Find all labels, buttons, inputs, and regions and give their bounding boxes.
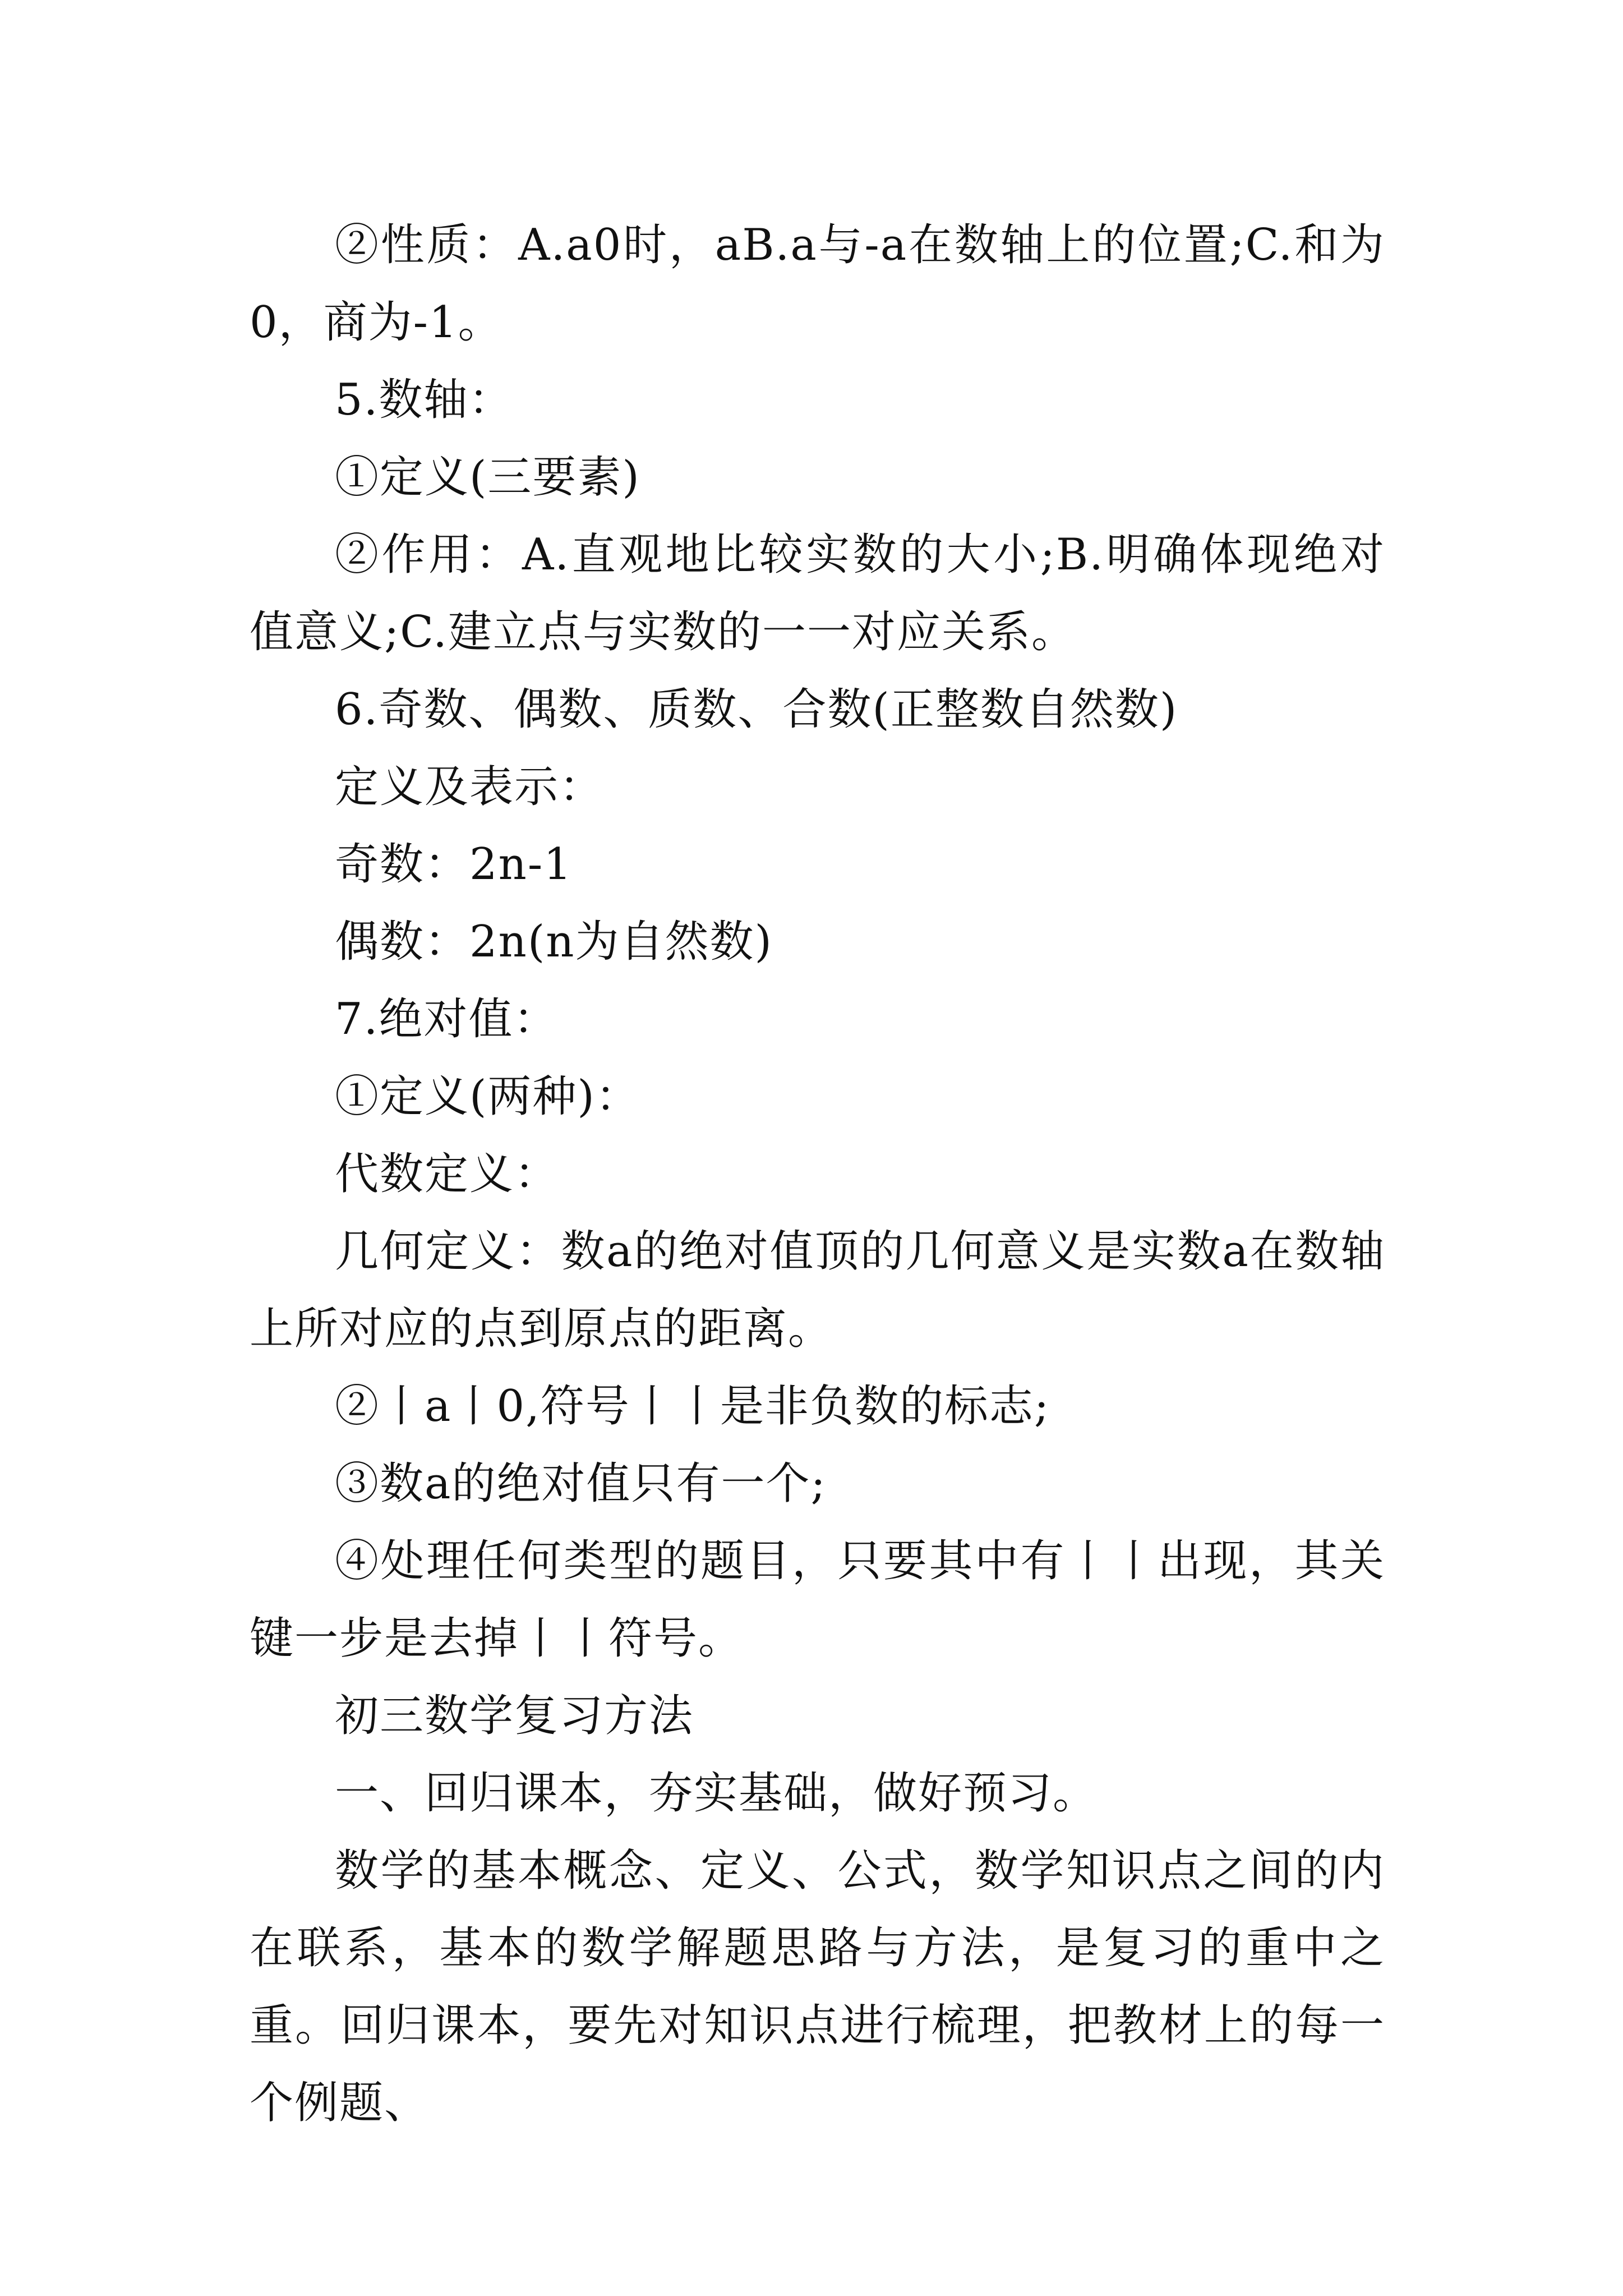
- paragraph-review-methods-heading: 初三数学复习方法: [335, 1691, 694, 1741]
- paragraph-non-negative: ②丨a丨0,符号丨丨是非负数的标志;: [335, 1381, 1050, 1432]
- paragraph-geometric-definition: 几何定义：数a的绝对值顶的几何意义是实数a在数轴上所对应的点到原点的距离。: [250, 1226, 1385, 1354]
- paragraph-number-line-heading: 5.数轴：: [335, 375, 514, 425]
- paragraph-number-line-purpose: ②作用：A.直观地比较实数的大小;B.明确体现绝对值意义;C.建立点与实数的一一对应关系。: [250, 530, 1385, 657]
- paragraph-unique-absolute-value: ③数a的绝对值只有一个;: [335, 1458, 827, 1509]
- paragraph-odd-number: 奇数：2n-1: [335, 839, 573, 890]
- paragraph-even-number: 偶数：2n(n为自然数): [335, 917, 773, 967]
- paragraph-property: ②性质：A.a0时，aB.a与-a在数轴上的位置;C.和为0，商为-1。: [250, 220, 1385, 348]
- paragraph-definition-and-notation: 定义及表示：: [335, 762, 605, 812]
- paragraph-absolute-value-heading: 7.绝对值：: [335, 994, 559, 1045]
- paragraph-return-to-textbook: 一、回归课本，夯实基础，做好预习。: [335, 1768, 1098, 1819]
- paragraph-algebraic-definition: 代数定义：: [335, 1149, 560, 1199]
- paragraph-absolute-value-definitions: ①定义(两种)：: [335, 1071, 640, 1122]
- document-body: [250, 206, 1385, 2142]
- paragraph-number-line-definition: ①定义(三要素): [335, 452, 640, 503]
- paragraph-odd-even-heading: 6.奇数、偶数、质数、合数(正整数自然数): [335, 684, 1178, 735]
- paragraph-basic-concepts: 数学的基本概念、定义、公式，数学知识点之间的内在联系，基本的数学解题思路与方法，是复习的重中之重。回归课本，要先对知识点进行梳理，把教材上的每一个例题、: [250, 1846, 1385, 2128]
- paragraph-remove-bars: ④处理任何类型的题目，只要其中有丨丨出现，其关键一步是去掉丨丨符号。: [250, 1536, 1385, 1664]
